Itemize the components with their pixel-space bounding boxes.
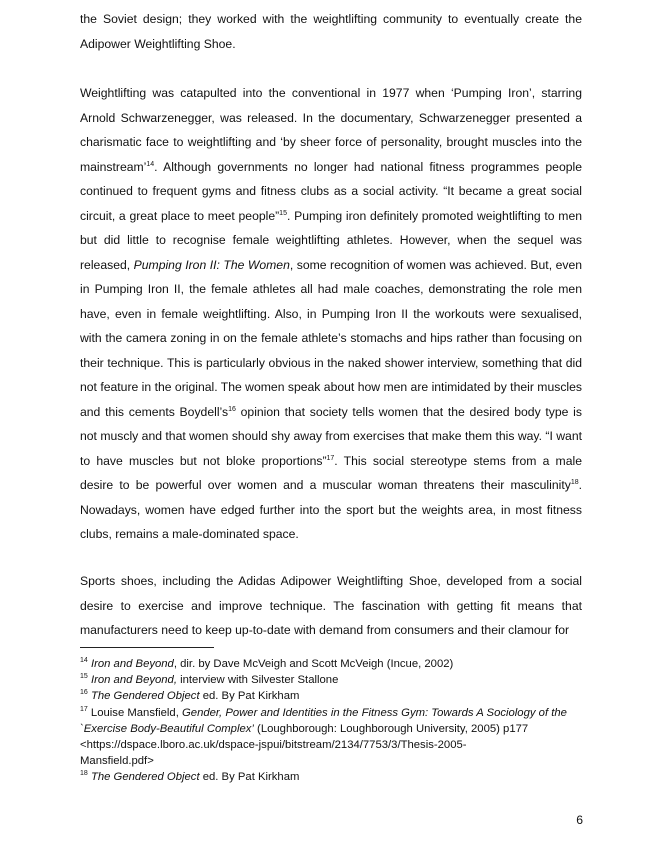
italic-title: Gender, Power and Identities in the Fitness Gym: Towards A Sociology of the `Exercise Body-Beautiful Complex’ (80, 706, 567, 735)
italic-title: The Gendered Object (90, 771, 200, 784)
italic-title: Iron and Beyond, (90, 674, 177, 687)
footnote-reference: 16 (228, 405, 236, 413)
footnote-reference: 18 (80, 770, 88, 778)
footnote-reference: 18 (570, 479, 579, 486)
page-number: 6 (576, 813, 583, 827)
footnote-18: $^{18}$ The Gendered Object ed. By Pat Kirkham (80, 770, 300, 784)
footnote-15: $^{15}$ Iron and Beyond, interview with Silvester Stallone (80, 673, 339, 687)
footnote-reference: 15 (80, 673, 88, 681)
footnote-reference: 17 (80, 705, 88, 713)
italic-title: Pumping Iron II: The Women (133, 257, 290, 272)
italic-title: Iron and Beyond (90, 658, 174, 670)
footnote-link[interactable]: Mansfield.pdf> (80, 755, 154, 768)
footnote-reference: 14 (80, 657, 88, 664)
footnote-separator (80, 647, 214, 648)
footnote-reference: 16 (80, 689, 88, 697)
footnote-17: $^{17}$ Louise Mansfield, Gender, Power and Identities in the Fitness Gym: Towards A Sociology of the `Exercise Body-Beautiful Complex’ (Loughborough: Loughborough University, 2005) p177 <https://dspace.lboro.ac.uk/dspace-jspui/bitstream/2134/7753/3/Thesis-2005- Mansfield.pdf> (80, 705, 567, 768)
italic-title: The Gendered Object (90, 690, 200, 703)
footnote-14: $^{14}$ Iron and Beyond, dir. by Dave McVeigh and Scott McVeigh (Incue, 2002) (80, 657, 454, 670)
footnote-reference: 17 (326, 454, 335, 462)
body-paragraph: Sports shoes, including the Adidas Adipower Weightlifting Shoe, developed from a social desire to exercise and improve technique. The fascination with getting fit means that manufacturers need to keep up-to-date with demand from consumers and their clamour for (80, 574, 582, 637)
body-paragraph: the Soviet design; they worked with the weightlifting community to eventually create the Adipower Weightlifting Shoe. (80, 12, 582, 51)
footnote-link[interactable]: <https://dspace.lboro.ac.uk/dspace-jspui/bitstream/2134/7753/3/Thesis-2005- (80, 739, 467, 752)
footnote-reference: 15 (279, 209, 287, 217)
footnote-16: $^{16}$ The Gendered Object ed. By Pat Kirkham (80, 689, 300, 703)
body-paragraph: Weightlifting was catapulted into the conventional in 1977 when ‘Pumping Iron’, starring Arnold Schwarzenegger, was released. In the documentary, Schwarzenegger presented a charismatic face to weightlifting and ‘by sheer force of personality, brought muscles into the mainstream’$^{14}$. Although governments no longer had national fitness programmes people continued to frequent gyms and fitness clubs as a social activity. “It became a great social circuit, a great place to meet people”$^{15}$. Pumping iron definitely promoted weightlifting to men but did little to recognise female weightlifting athletes. However, when the sequel was released, Pumping Iron II: The Women, some recognition of women was achieved. But, even in Pumping Iron II, the female athletes all had male coaches, demonstrating the role men have, even in female weightlifting. Also, in Pumping Iron II the workouts were sexualised, with the camera zoning in on the female athlete’s stomachs and hips rather than focusing on their technique. This is particularly obvious in the naked shower interview, something that did not feature in the original. The women speak about how men are intimidated by their muscles and this cements $Boydell’s^{16}$ opinion that society tells women that the desired body type is not muscly and that women should shy away from exercises that make them this way. “I want to have muscles but not bloke proportions”$^{17}$. This social stereotype stems from a male desire to be powerful over women and a muscular woman threatens their masculinity$^{18}$. Nowadays, women have edged further into the sport but the weights area, in most fitness clubs, remains a male-dominated space. (80, 86, 582, 541)
footnote-reference: 14 (146, 160, 155, 168)
footnotes-list (80, 656, 585, 786)
